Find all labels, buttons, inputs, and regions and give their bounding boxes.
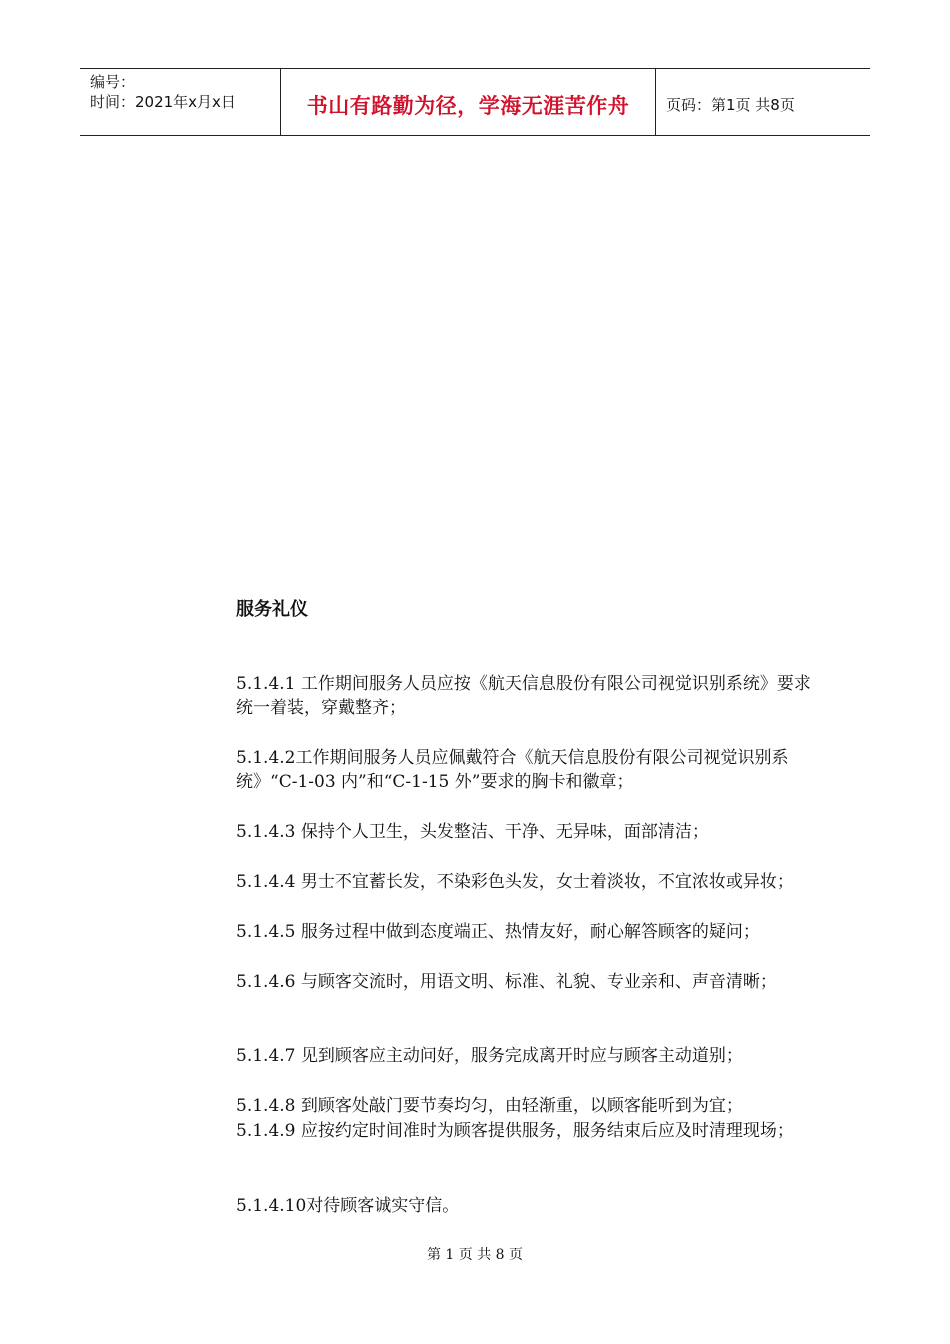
paragraph-5-1-4-2: 5.1.4.2工作期间服务人员应佩戴符合《航天信息股份有限公司视觉识别系统》“C-1-03 内”和“C-1-15 外”要求的胸卡和徽章； xyxy=(236,748,789,792)
page-label: 页码：第1页 共8页 xyxy=(666,95,795,114)
paragraph-5-1-4-6: 5.1.4.6 与顾客交流时，用语文明、标准、礼貌、专业亲和、声音清晰； xyxy=(236,972,777,992)
page-footer: 第 1 页 共 8 页 xyxy=(426,1247,524,1263)
paragraph-5-1-4-4: 5.1.4.4 男士不宜蓄长发，不染彩色头发，女士着淡妆，不宜浓妆或异妆； xyxy=(236,872,794,892)
header-motto-cell xyxy=(281,69,656,135)
document-title: 服务礼仪 xyxy=(236,599,308,620)
paragraph-5-1-4-3: 5.1.4.3 保持个人卫生，头发整洁、干净、无异味，面部清洁； xyxy=(236,822,709,842)
paragraph-5-1-4-1: 5.1.4.1 工作期间服务人员应按《航天信息股份有限公司视觉识别系统》要求统一着装，穿戴整齐； xyxy=(236,674,811,718)
paragraph-5-1-4-5: 5.1.4.5 服务过程中做到态度端正、热情友好，耐心解答顾客的疑问； xyxy=(236,922,760,942)
time-label: 时间：2021年x月x日 xyxy=(90,93,236,111)
header-meta xyxy=(80,69,281,135)
paragraph-5-1-4-10: 5.1.4.10对待顾客诚实守信。 xyxy=(236,1196,460,1216)
paragraph-5-1-4-7: 5.1.4.7 见到顾客应主动问好，服务完成离开时应与顾客主动道别； xyxy=(236,1046,743,1066)
paragraph-5-1-4-8: 5.1.4.8 到顾客处敲门要节奏均匀，由轻渐重，以顾客能听到为宜； xyxy=(236,1096,743,1116)
paragraph-5-1-4-9: 5.1.4.9 应按约定时间准时为顾客提供服务，服务结束后应及时清理现场； xyxy=(236,1121,794,1141)
motto-text: 书山有路勤为径，学海无涯苦作舟 xyxy=(306,94,630,118)
page-header xyxy=(80,68,870,136)
number-label: 编号： xyxy=(90,73,136,91)
header-page-cell xyxy=(656,69,870,135)
